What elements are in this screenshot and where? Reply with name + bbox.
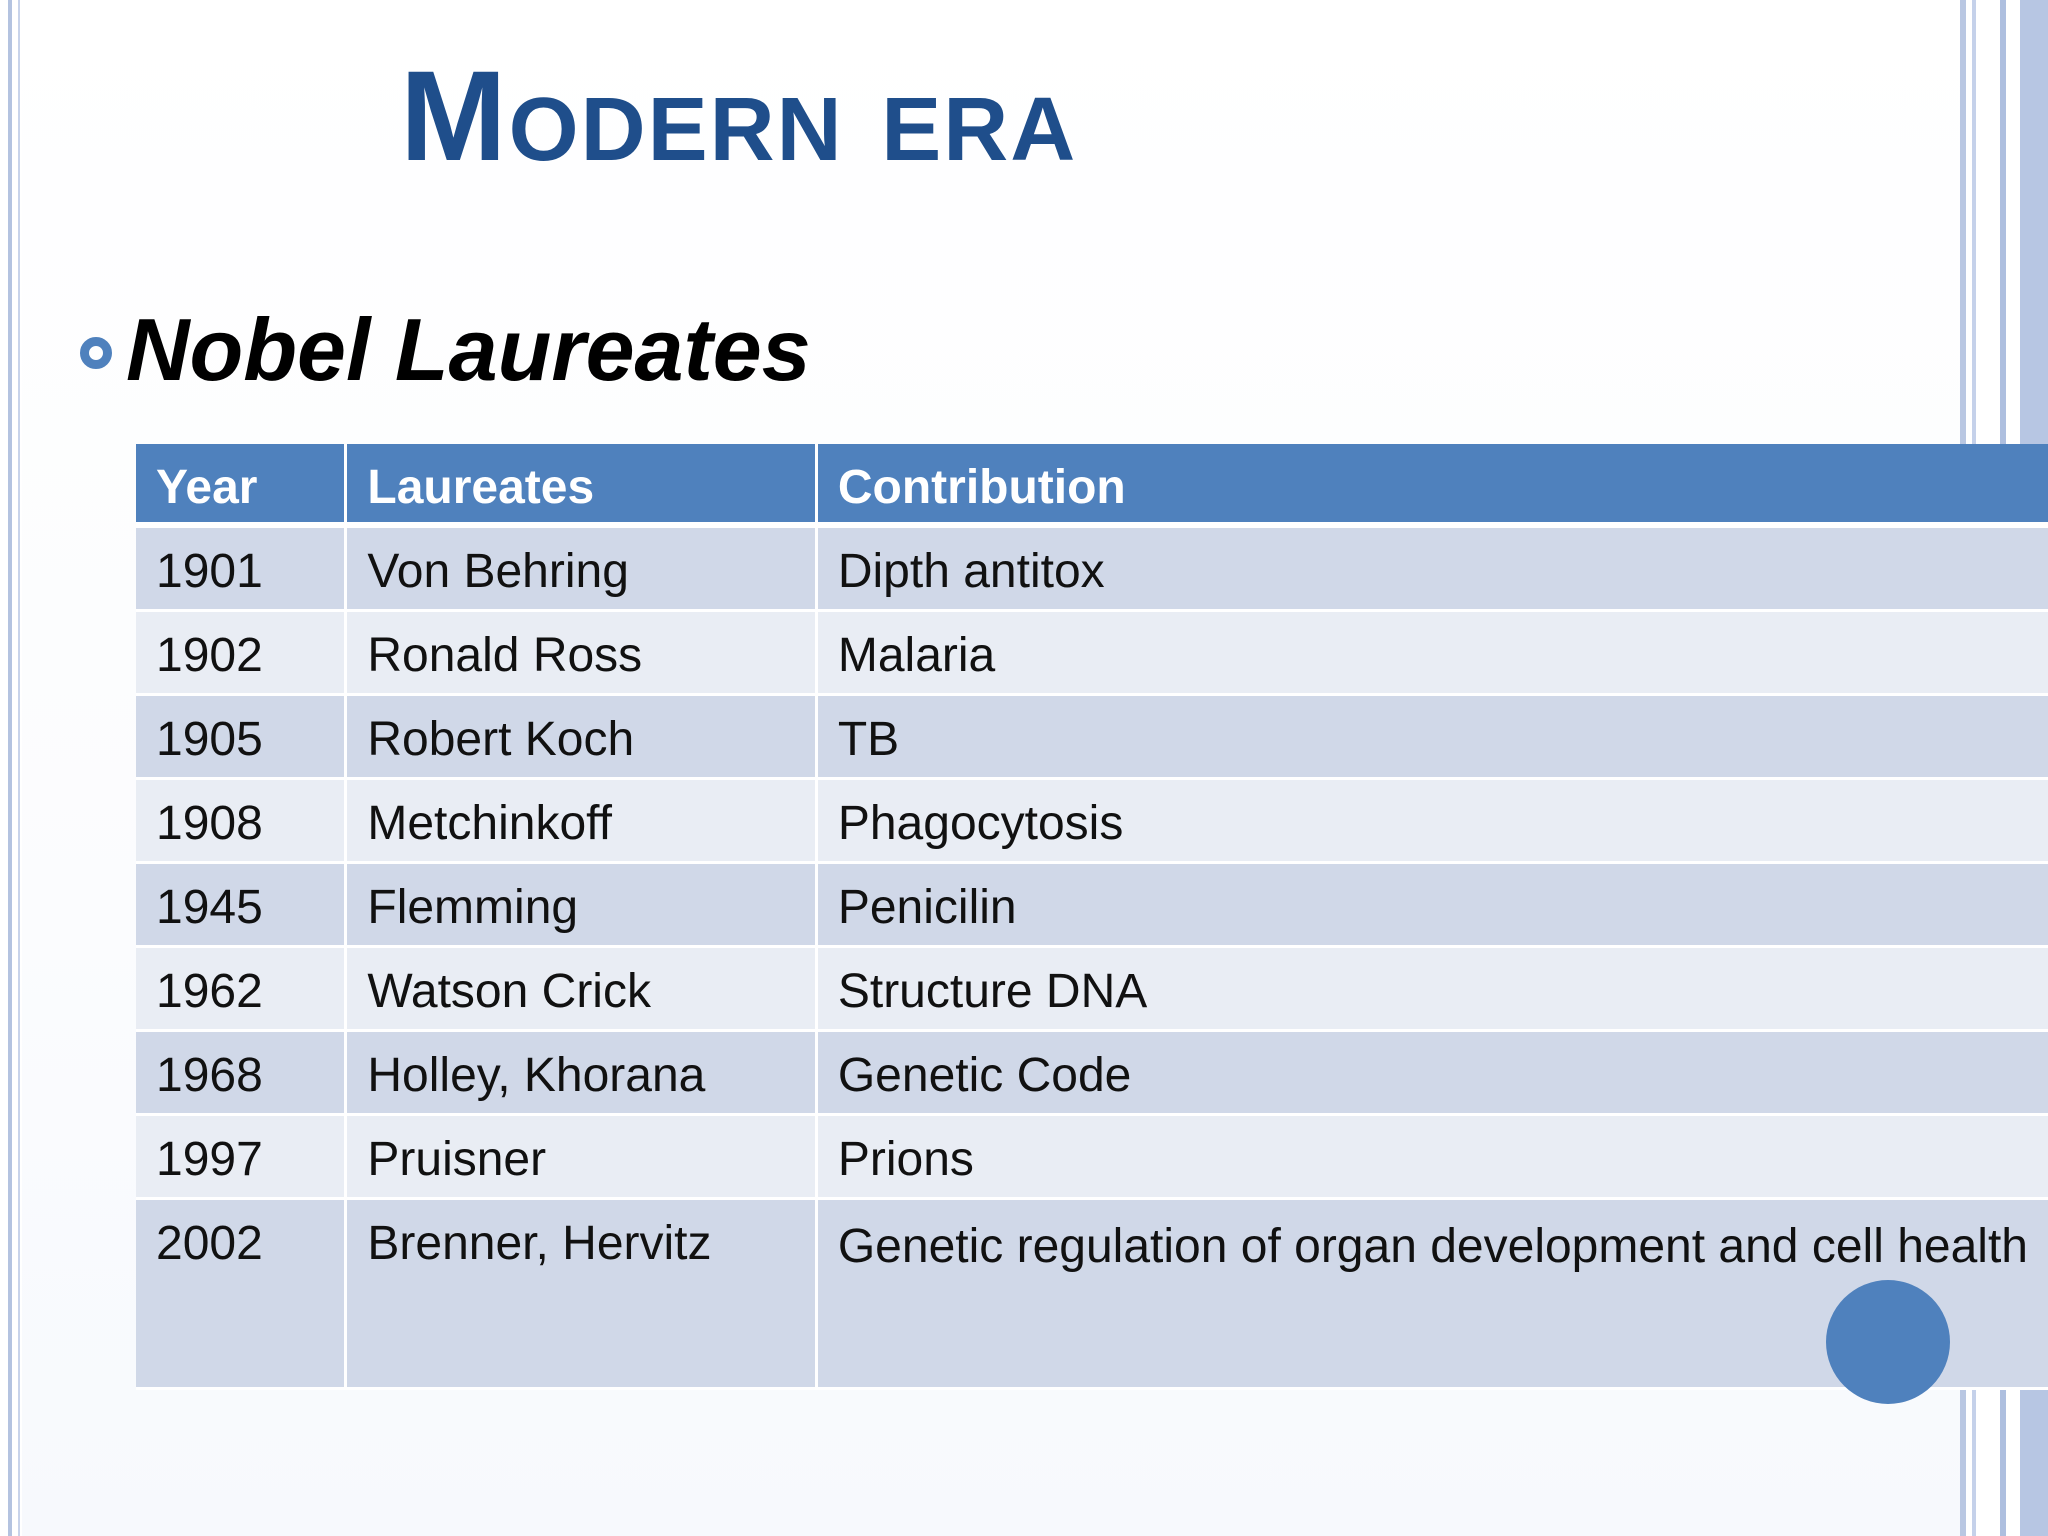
cell-contribution: Phagocytosis — [818, 780, 2048, 864]
cell-year: 1902 — [136, 612, 347, 696]
cell-year: 2002 — [136, 1200, 347, 1390]
cell-year: 1908 — [136, 780, 347, 864]
cell-contribution: Dipth antitox — [818, 528, 2048, 612]
cell-laureate: Brenner, Hervitz — [347, 1200, 817, 1390]
table-row — [136, 1032, 2048, 1116]
cell-laureate: Flemming — [347, 864, 817, 948]
table-row — [136, 612, 2048, 696]
table-row — [136, 780, 2048, 864]
table-row — [136, 864, 2048, 948]
cell-year: 1997 — [136, 1116, 347, 1200]
cell-contribution: Prions — [818, 1116, 2048, 1200]
header-laureates: Laureates — [347, 444, 817, 528]
circle-decoration-icon — [1826, 1280, 1950, 1404]
table-row — [136, 1116, 2048, 1200]
left-frame-line — [8, 0, 12, 1536]
table-row — [136, 948, 2048, 1032]
cell-contribution: Genetic regulation of organ development and cell health — [818, 1200, 2048, 1390]
ring-bullet-icon — [80, 337, 112, 369]
table-header-row — [136, 444, 2048, 528]
laureates-table — [136, 444, 2048, 1390]
cell-year: 1905 — [136, 696, 347, 780]
cell-contribution: Malaria — [818, 612, 2048, 696]
cell-laureate: Metchinkoff — [347, 780, 817, 864]
cell-contribution: Penicilin — [818, 864, 2048, 948]
cell-laureate: Ronald Ross — [347, 612, 817, 696]
cell-contribution: Structure DNA — [818, 948, 2048, 1032]
table-row — [136, 528, 2048, 612]
cell-year: 1962 — [136, 948, 347, 1032]
slide-title: Modern era — [400, 45, 1078, 188]
left-frame-line-inner — [18, 0, 20, 1536]
table-row — [136, 696, 2048, 780]
cell-year: 1968 — [136, 1032, 347, 1116]
table-row — [136, 1200, 2048, 1390]
cell-laureate: Pruisner — [347, 1116, 817, 1200]
cell-laureate: Holley, Khorana — [347, 1032, 817, 1116]
cell-laureate: Robert Koch — [347, 696, 817, 780]
cell-laureate: Von Behring — [347, 528, 817, 612]
header-contribution: Contribution — [818, 444, 2048, 528]
bullet-item — [80, 300, 811, 400]
cell-laureate: Watson Crick — [347, 948, 817, 1032]
header-year: Year — [136, 444, 347, 528]
cell-contribution: TB — [818, 696, 2048, 780]
cell-contribution: Genetic Code — [818, 1032, 2048, 1116]
cell-year: 1945 — [136, 864, 347, 948]
cell-year: 1901 — [136, 528, 347, 612]
bullet-text: Nobel Laureates — [126, 300, 811, 399]
